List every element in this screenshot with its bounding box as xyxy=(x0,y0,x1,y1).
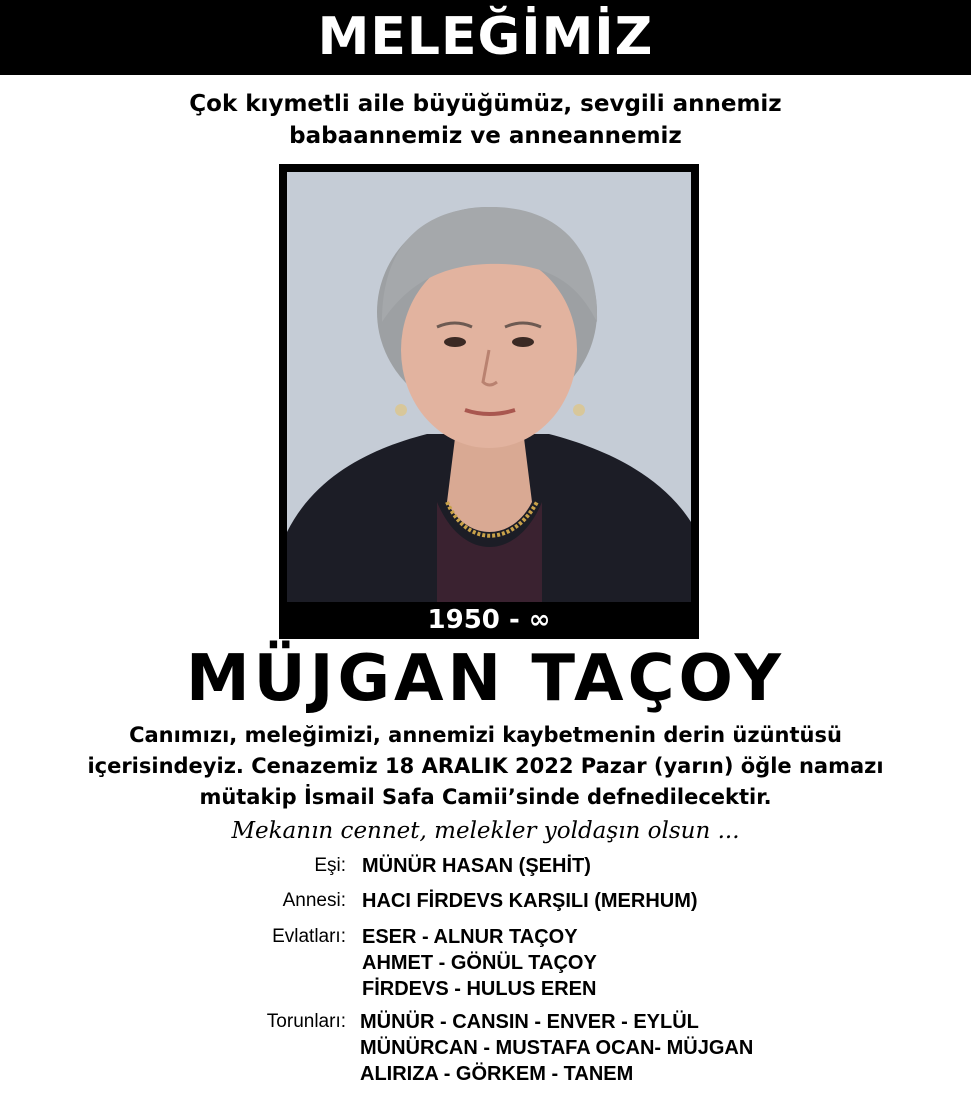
prayer-text: Mekanın cennet, melekler yoldaşın olsun ... xyxy=(231,818,740,844)
header-bar xyxy=(0,0,971,75)
family-value: ALIRIZA - GÖRKEM - TANEM xyxy=(360,1063,634,1085)
header-title: MELEĞİMİZ xyxy=(317,7,654,67)
family-label: Evlatları: xyxy=(272,926,346,947)
family-label: Torunları: xyxy=(266,1011,346,1032)
portrait-illustration xyxy=(287,172,691,602)
announcement-text xyxy=(0,720,971,813)
family-value: HACI FİRDEVS KARŞILI (MERHUM) xyxy=(362,890,698,912)
intro-line: babaannemiz ve anneannemiz xyxy=(289,123,682,149)
family-value: FİRDEVS - HULUS EREN xyxy=(362,978,597,1000)
years-label: 1950 - ∞ xyxy=(427,605,551,635)
intro-line: Çok kıymetli aile büyüğümüz, sevgili annemiz xyxy=(189,91,782,117)
family-value: ESER - ALNUR TAÇOY xyxy=(362,926,578,948)
family-value: MÜNÜR HASAN (ŞEHİT) xyxy=(362,855,591,877)
family-value: MÜNÜR - CANSIN - ENVER - EYLÜL xyxy=(360,1011,699,1033)
photo-frame xyxy=(279,164,699,639)
announcement-line: içerisindeyiz. Cenazemiz 18 ARALIK 2022 Pazar (yarın) öğle namazı xyxy=(87,754,884,778)
family-value: AHMET - GÖNÜL TAÇOY xyxy=(362,952,597,974)
family-value: MÜNÜRCAN - MUSTAFA OCAN- MÜJGAN xyxy=(360,1037,754,1059)
intro-text xyxy=(0,88,971,152)
family-label: Eşi: xyxy=(314,855,346,876)
announcement-line: Canımızı, meleğimizi, annemizi kaybetmenin derin üzüntüsü xyxy=(129,723,842,747)
family-label: Annesi: xyxy=(282,890,346,911)
deceased-name: MÜJGAN TAÇOY xyxy=(185,642,786,716)
announcement-line: mütakip İsmail Safa Camii’sinde defnedilecektir. xyxy=(199,785,772,809)
portrait-photo xyxy=(287,172,691,602)
